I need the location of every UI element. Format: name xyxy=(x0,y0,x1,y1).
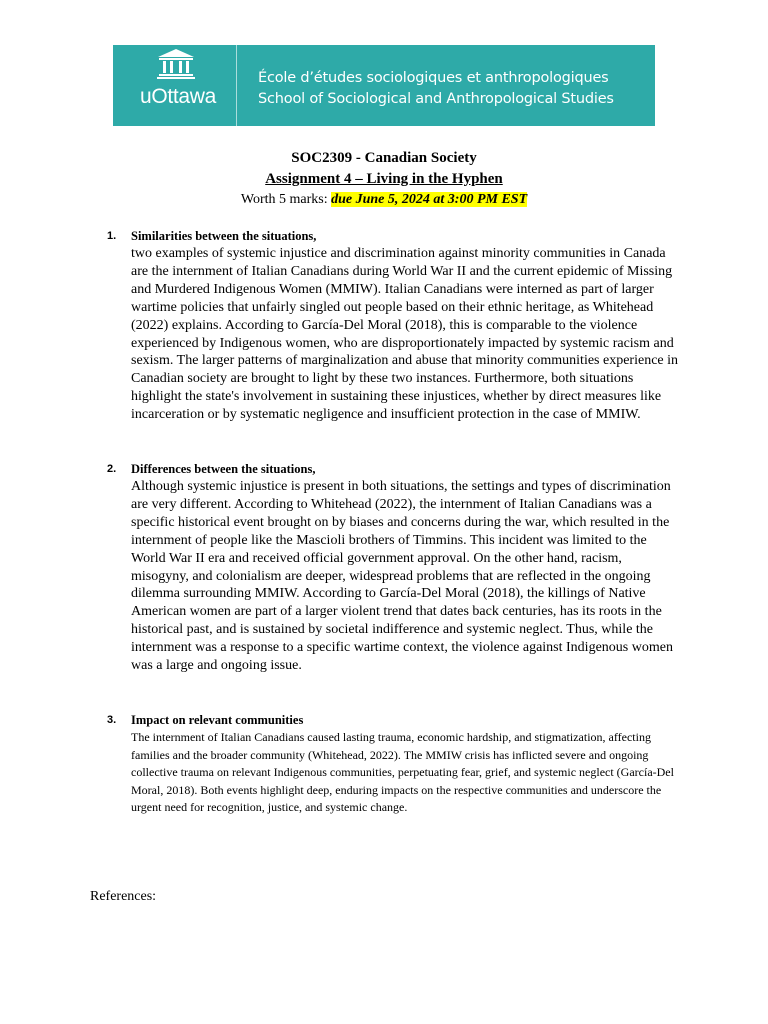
section-heading xyxy=(107,227,682,245)
university-building-icon xyxy=(156,48,196,80)
references-heading: References: xyxy=(90,889,157,904)
section-title: Differences between the situations, xyxy=(131,462,316,476)
banner-divider xyxy=(236,45,237,126)
school-banner xyxy=(113,45,655,126)
section-title: Similarities between the situations, xyxy=(131,229,317,243)
worth-line xyxy=(0,192,768,208)
section-impact xyxy=(107,711,682,817)
due-date-highlight: due June 5, 2024 at 3:00 PM EST xyxy=(331,192,528,207)
section-differences xyxy=(107,460,682,675)
section-number: 1. xyxy=(107,230,117,242)
assignment-title: Assignment 4 – Living in the Hyphen xyxy=(265,171,503,187)
school-name-english: School of Sociological and Anthropological Studies xyxy=(258,91,614,107)
section-number: 3. xyxy=(107,714,117,726)
section-number: 2. xyxy=(107,463,117,475)
school-name-french: École d’études sociologiques et anthropologiques xyxy=(258,70,609,86)
section-body: two examples of systemic injustice and discrimination against minority communities in Canada are the internment of Italian Canadians during World War II and the current epidemic of Missing and Murdered Indigenous Women (MMIW). Italian Canadians were interned as part of larger wartime policies that unfairly singled out people based on their ethnic heritage, as Whitehead (2022) explains. According to García-Del Moral (2018), this is comparable to the violence experienced by Indigenous women, who are disproportionately impacted by systemic racism and sexism. The larger patterns of marginalization and abuse that minority communities experience in Canadian society are brought to light by these two instances. Furthermore, both situations highlight the state's involvement in sustaining these injustices, whether by direct measures like incarceration or by systematic negligence and insufficient protection in the case of MMIW. xyxy=(131,246,679,423)
section-body: The internment of Italian Canadians caused lasting trauma, economic hardship, and stigmatization, affecting families and the broader community (Whitehead, 2022). The MMIW crisis has inflicted severe and ongoing collective trauma on relevant Indigenous communities, perpetuating fear, grief, and systemic neglect (García-Del Moral, 2018). Both events highlight deep, enduring impacts on the respective communities and underscore the urgent need for recognition, justice, and systemic change. xyxy=(131,730,674,815)
course-title: SOC2309 - Canadian Society xyxy=(291,150,477,166)
section-similarities xyxy=(107,227,682,424)
section-heading xyxy=(107,711,682,729)
section-title: Impact on relevant communities xyxy=(131,713,304,727)
worth-prefix: Worth 5 marks: xyxy=(240,192,332,207)
uottawa-logo-text: uOttawa xyxy=(139,85,217,108)
section-heading xyxy=(107,460,682,478)
section-body: Although systemic injustice is present in both situations, the settings and types of discrimination are very different. According to Whitehead (2022), the internment of Italian Canadians was a specific historical event brought on by biases and concerns during the war, which resulted in the internment of people like the Mascioli brothers of Timmins. This incident was limited to the World War II era and received official government approval. On the other hand, racism, misogyny, and colonialism are deeper, widespread problems that are reflected in the ongoing dilemma surrounding MMIW. According to García-Del Moral (2018), the killings of Native American women are part of a larger violent trend that dates back centuries, has its roots in the historical past, and is sustained by societal indifference and systemic neglect. Thus, while the internment was a response to a specific wartime context, the violence against Indigenous women was a large and ongoing issue. xyxy=(131,479,673,674)
